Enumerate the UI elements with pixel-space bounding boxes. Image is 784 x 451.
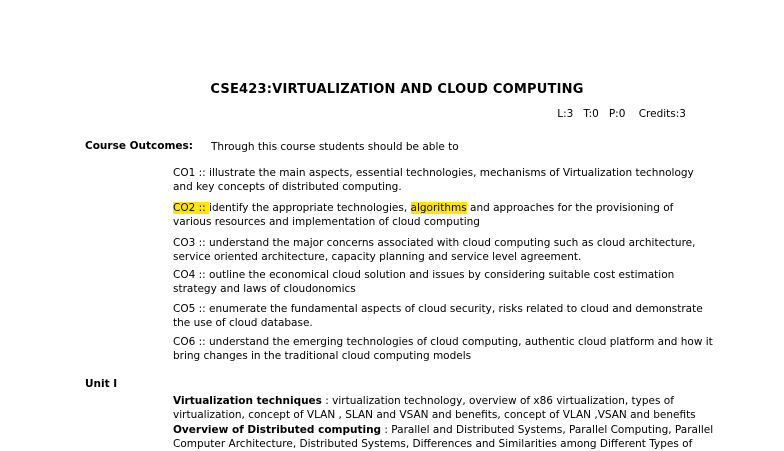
co2-prefix-rest: identify the appropriate technologies, [209,202,411,214]
co2-prefix-highlight: CO2 :: [173,202,210,214]
co2-suffix: and approaches for the provisioning of various resources and implementation of cloud computing [173,202,674,228]
outcome-co1: CO1 :: illustrate the main aspects, essential technologies, mechanisms of Virtualization technology and key concepts of distributed computing. [173,167,694,193]
unit-1-label: Unit I [85,378,118,390]
outcome-co4: CO4 :: outline the economical cloud solution and issues by considering suitable cost estimation strategy and laws of cloudonomics [173,269,675,295]
topic-virtualization-heading: Virtualization techniques [173,395,322,407]
co2-highlight-word: algorithms [410,202,467,214]
outcome-co3: CO3 :: understand the major concerns associated with cloud computing such as cloud architecture, service oriented architecture, capacity planning and service level agreement. [173,237,696,263]
topic-virtualization-text: : virtualization technology, overview of x86 virtualization, types of virtualization, concept of VLAN , SLAN and VSAN and benefits, concept of VLAN ,VSAN and benefits [173,395,696,421]
outcome-co2 [173,201,713,229]
topic-distributed-text: : Parallel and Distributed Systems, Parallel Computing, Parallel Computer Architecture, Distributed Systems, Differences and Similarities among Different Types of [173,424,714,450]
course-outcomes-intro: Through this course students should be able to [211,141,459,153]
course-outcomes-label: Course Outcomes: [85,140,193,152]
outcome-co6: CO6 :: understand the emerging technologies of cloud computing, authentic cloud platform and how it bring changes in the traditional cloud computing models [173,336,713,362]
credits-line: L:3 T:0 P:0 Credits:3 [557,108,686,120]
unit-1-topic-distributed [173,423,733,451]
topic-distributed-heading: Overview of Distributed computing [173,424,382,436]
outcome-co5: CO5 :: enumerate the fundamental aspects of cloud security, risks related to cloud and demonstrate the use of cloud database. [173,303,703,329]
unit-1-topic-virtualization [173,394,733,422]
course-title: CSE423:VIRTUALIZATION AND CLOUD COMPUTING [210,82,584,97]
